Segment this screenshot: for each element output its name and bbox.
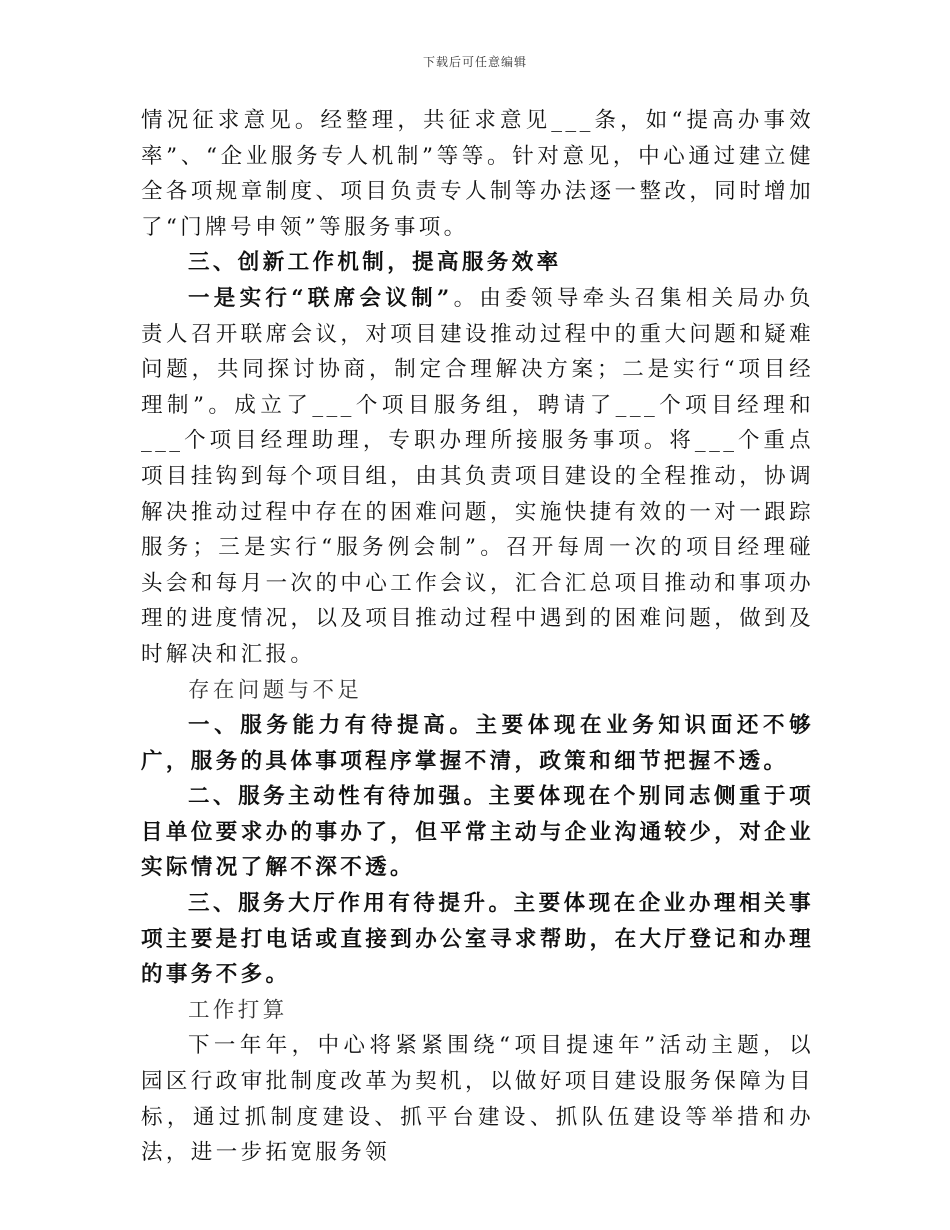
paragraph-mechanisms — [141, 281, 814, 673]
paragraph-1: 情况征求意见。经整理，共征求意见___条，如“提高办事效率”、“企业服务专人机制”等等。针对意见，中心通过建立健全各项规章制度、项目负责专人制等办法逐一整改，同时增加了“门牌号申领”等服务事项。 — [141, 108, 814, 240]
section-heading-3: 三、创新工作机制，提高服务效率 — [188, 250, 562, 276]
paragraph-plans: 下一年年，中心将紧紧围绕“项目提速年”活动主题，以园区行政审批制度改革为契机，以做好项目建设服务保障为目标，通过抓制度建设、抓平台建设、抓队伍建设等举措和办法，进一步拓宽服务领 — [141, 1033, 814, 1166]
document-body — [141, 103, 814, 1171]
section-title-problems: 存在问题与不足 — [188, 677, 363, 703]
problem-3: 三、服务大厅作用有待提升。主要体现在企业办理相关事项主要是打电话或直接到办公室寻求帮助，在大厅登记和办理的事务不多。 — [141, 891, 814, 988]
page-header: 下载后可任意编辑 — [422, 55, 527, 69]
paragraph-mechanisms-lead: 一是实行“联席会议制” — [188, 285, 453, 311]
problem-2: 二、服务主动性有待加强。主要体现在个别同志侧重于项目单位要求办的事办了，但平常主动与企业沟通较少，对企业实际情况了解不深不透。 — [141, 784, 814, 881]
problem-1: 一、服务能力有待提高。主要体现在业务知识面还不够广，服务的具体事项程序掌握不清，政策和细节把握不透。 — [141, 713, 814, 774]
section-title-plans: 工作打算 — [188, 997, 288, 1023]
paragraph-mechanisms-text: 。由委领导牵头召集相关局办负责人召开联席会议，对项目建设推动过程中的重大问题和疑难问题，共同探讨协商，制定合理解决方案；二是实行“项目经理制”。成立了___个项目服务组，聘请了___个项目经理和___个项目经理助理，专职办理所接服务事项。将___个重点项目挂钩到每个项目组，由其负责项目建设的全程推动，协调解决推动过程中存在的困难问题，实施快捷有效的一对一跟踪服务；三是实行“服务例会制”。召开每周一次的项目经理碰头会和每月一次的中心工作会议，汇合汇总项目推动和事项办理的进度情况，以及项目推动过程中遇到的困难问题，做到及时解决和汇报。 — [141, 285, 814, 667]
